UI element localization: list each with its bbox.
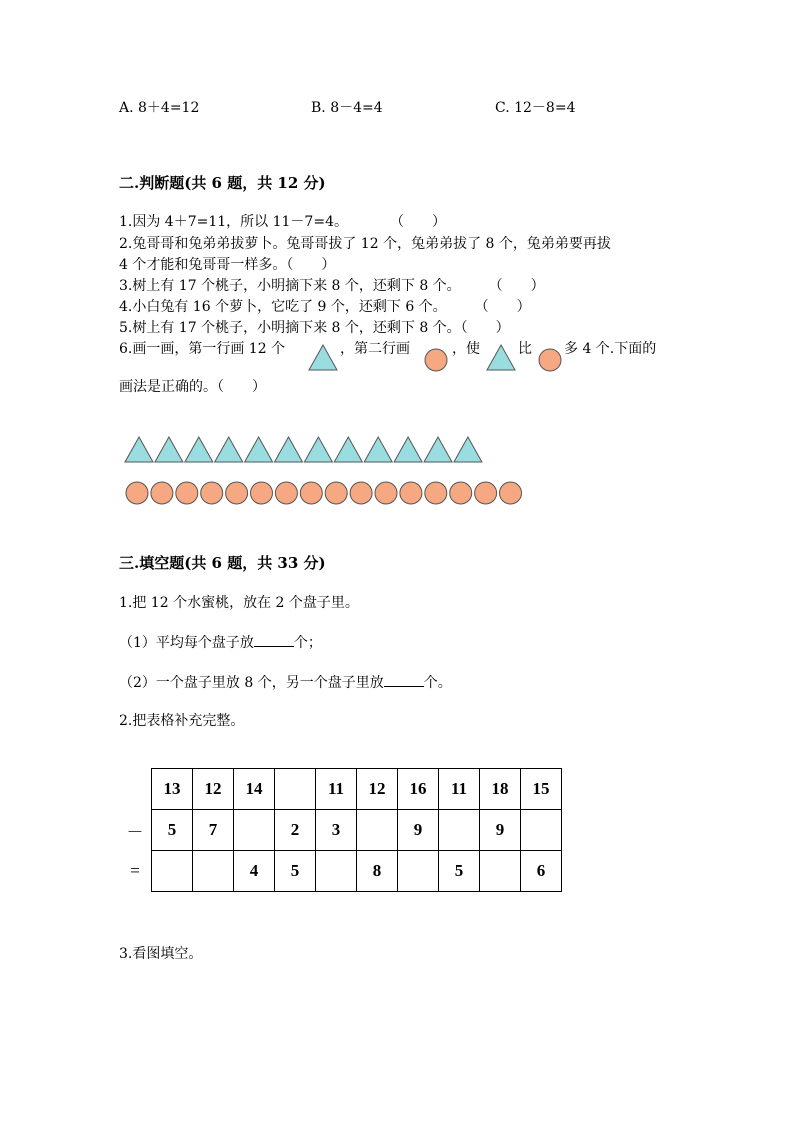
circle-icon bbox=[126, 482, 148, 504]
circle-icon bbox=[424, 348, 448, 372]
judge-item-3: 3.树上有 17 个桃子，小明摘下来 8 个，还剩下 8 个。 （ ） bbox=[119, 278, 545, 294]
option-c: C. 12－8=4 bbox=[495, 100, 576, 116]
circle-icon bbox=[475, 482, 497, 504]
judge-item-6-part1: 6.画一画，第一行画 12 个 bbox=[119, 341, 286, 357]
table-cell: 18 bbox=[480, 769, 521, 810]
table-cell-blank[interactable] bbox=[152, 851, 193, 892]
triangle-icon bbox=[215, 437, 243, 462]
answer-blank[interactable] bbox=[384, 672, 424, 687]
judge-item-6-part2: ，第二行画 bbox=[340, 341, 410, 357]
circle-icon bbox=[450, 482, 472, 504]
circle-icon bbox=[425, 482, 447, 504]
triangle-icon bbox=[394, 437, 422, 462]
table-cell-blank[interactable] bbox=[439, 810, 480, 851]
triangle-icon bbox=[334, 437, 362, 462]
table-cell: 11 bbox=[439, 769, 480, 810]
judge-item-5: 5.树上有 17 个桃子，小明摘下来 8 个，还剩下 8 个。（ ） bbox=[119, 320, 510, 336]
judge-item-4: 4.小白兔有 16 个萝卜，它吃了 9 个，还剩下 6 个。 （ ） bbox=[119, 299, 531, 315]
section2-title: 二.判断题(共 6 题，共 12 分) bbox=[119, 174, 326, 192]
circle-icon bbox=[350, 482, 372, 504]
table-cell-blank[interactable] bbox=[275, 769, 316, 810]
triangle-icon bbox=[304, 437, 332, 462]
circle-row-svg bbox=[125, 481, 528, 506]
table-cell: 15 bbox=[521, 769, 562, 810]
table-cell-blank[interactable] bbox=[398, 851, 439, 892]
circle-icon bbox=[275, 482, 297, 504]
table-cell-blank[interactable] bbox=[316, 851, 357, 892]
triangle-icon bbox=[308, 344, 338, 371]
fill-q1: 1.把 12 个水蜜桃，放在 2 个盘子里。 bbox=[119, 595, 359, 611]
table-cell: 3 bbox=[316, 810, 357, 851]
fill-q1b bbox=[119, 672, 452, 692]
table-cell: 16 bbox=[398, 769, 439, 810]
table-row bbox=[119, 851, 562, 892]
triangle-icon bbox=[486, 344, 516, 371]
answer-blank[interactable] bbox=[254, 632, 294, 647]
circle-icon bbox=[251, 482, 273, 504]
row-operator: － bbox=[126, 822, 144, 842]
table-cell: 14 bbox=[234, 769, 275, 810]
fill-q1a-suffix: 个； bbox=[293, 635, 322, 651]
triangle-icon bbox=[245, 437, 273, 462]
table-cell-blank[interactable] bbox=[357, 810, 398, 851]
triangle-icon bbox=[424, 437, 452, 462]
fill-q1a-prefix: （1）平均每个盘子放 bbox=[119, 635, 254, 651]
circle-icon bbox=[201, 482, 223, 504]
circle-icon bbox=[176, 482, 198, 504]
triangle-row-svg bbox=[124, 436, 487, 464]
circle-icon bbox=[300, 482, 322, 504]
circle-icon bbox=[538, 348, 562, 372]
table-cell: 12 bbox=[193, 769, 234, 810]
table-cell-blank[interactable] bbox=[193, 851, 234, 892]
circle-icon bbox=[500, 482, 522, 504]
circle-icon bbox=[151, 482, 173, 504]
judge-item-6-part4: 比 bbox=[518, 341, 532, 357]
circle-row bbox=[125, 481, 528, 506]
judge-item-6-line2: 画法是正确的。（ ） bbox=[119, 379, 266, 395]
table-cell: 5 bbox=[439, 851, 480, 892]
table-cell-blank[interactable] bbox=[234, 810, 275, 851]
section3-title: 三.填空题(共 6 题，共 33 分) bbox=[119, 554, 326, 572]
table-cell: 12 bbox=[357, 769, 398, 810]
triangle-icon bbox=[364, 437, 392, 462]
triangle-row bbox=[124, 436, 487, 464]
table-cell: 8 bbox=[357, 851, 398, 892]
judge-item-6-part5: 多 4 个.下面的 bbox=[564, 341, 657, 357]
row-operator bbox=[119, 769, 152, 810]
table-cell: 11 bbox=[316, 769, 357, 810]
circle-icon bbox=[226, 482, 248, 504]
table-cell: 7 bbox=[193, 810, 234, 851]
judge-item-2: 2.兔哥哥和兔弟弟拔萝卜。兔哥哥拔了 12 个，兔弟弟拔了 8 个，兔弟弟要再拔 bbox=[119, 236, 611, 252]
triangle-icon bbox=[185, 437, 213, 462]
table-row bbox=[119, 769, 562, 810]
calc-table bbox=[119, 768, 562, 892]
table-cell: 13 bbox=[152, 769, 193, 810]
table-cell-blank[interactable] bbox=[480, 851, 521, 892]
judge-item-6-part3: ，使 bbox=[452, 341, 480, 357]
table-cell: 2 bbox=[275, 810, 316, 851]
option-b: B. 8－4=4 bbox=[311, 100, 383, 116]
judge-item-1: 1.因为 4＋7=11，所以 11－7=4。 （ ） bbox=[119, 214, 446, 230]
judge-item-2-cont: 4 个才能和兔哥哥一样多。（ ） bbox=[119, 257, 336, 273]
triangle-icon bbox=[275, 437, 303, 462]
table-cell: 9 bbox=[480, 810, 521, 851]
table-cell: 4 bbox=[234, 851, 275, 892]
table-cell: 9 bbox=[398, 810, 439, 851]
row-operator: = bbox=[130, 861, 140, 880]
triangle-icon bbox=[125, 437, 153, 462]
triangle-icon bbox=[155, 437, 183, 462]
table-cell-blank[interactable] bbox=[521, 810, 562, 851]
option-a: A. 8＋4=12 bbox=[119, 100, 200, 116]
table-cell: 6 bbox=[521, 851, 562, 892]
table-cell: 5 bbox=[152, 810, 193, 851]
circle-icon bbox=[375, 482, 397, 504]
circle-icon bbox=[400, 482, 422, 504]
table-row bbox=[119, 810, 562, 851]
circle-icon bbox=[325, 482, 347, 504]
fill-q3: 3.看图填空。 bbox=[119, 946, 203, 962]
triangle-icon bbox=[454, 437, 482, 462]
fill-q2: 2.把表格补充完整。 bbox=[119, 713, 245, 729]
table-cell: 5 bbox=[275, 851, 316, 892]
fill-q1b-suffix: 个。 bbox=[423, 675, 452, 691]
fill-q1a bbox=[119, 632, 322, 652]
fill-q1b-prefix: （2）一个盘子里放 8 个，另一个盘子里放 bbox=[119, 675, 384, 691]
